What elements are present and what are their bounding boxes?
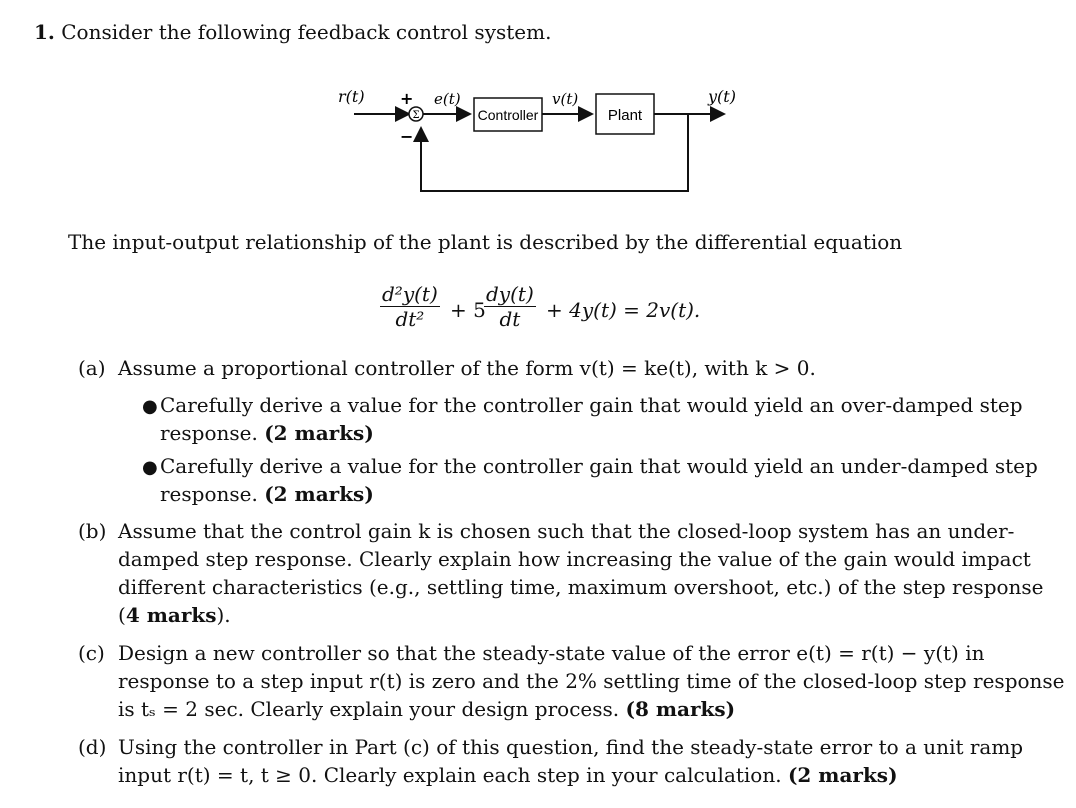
plant-label: Plant: [607, 107, 643, 124]
second-derivative-fraction: [380, 282, 440, 331]
part-c-line3: [118, 697, 735, 721]
plus-five-term: + 5: [450, 298, 486, 322]
part-c-line2: response to a step input r(t) is zero and the 2% settling time of the closed-loop step response: [118, 669, 1065, 693]
bullet-icon: ●: [142, 457, 158, 478]
part-c-line3-text: is tₛ = 2 sec. Clearly explain your design process.: [118, 697, 620, 721]
part-b-line2: damped step response. Clearly explain how increasing the value of the gain would impact: [118, 547, 1031, 571]
part-d-line1: Using the controller in Part (c) of this question, find the steady-state error to a unit ramp: [118, 735, 1024, 759]
plant-description: The input-output relationship of the plant is described by the differential equation: [68, 230, 903, 254]
differential-equation: [380, 282, 720, 340]
part-a-bullet1-line1: Carefully derive a value for the controller gain that would yield an over-damped step: [160, 393, 1023, 417]
part-b-marks: 4 marks: [125, 603, 217, 627]
part-d-line2-text: input r(t) = t, t ≥ 0. Clearly explain each step in your calculation.: [118, 763, 782, 787]
part-c-label: (c): [78, 641, 105, 665]
first-derivative-denominator: dt: [499, 307, 521, 331]
minus-sign: −: [400, 127, 414, 146]
plus-sign: +: [400, 89, 414, 108]
first-derivative-numerator: dy(t): [486, 282, 534, 306]
equation-remainder: + 4y(t) = 2v(t).: [546, 298, 701, 322]
part-a-bullet2-marks: (2 marks): [264, 482, 374, 506]
part-a-label: (a): [78, 356, 106, 380]
part-d-marks: (2 marks): [787, 763, 898, 787]
part-c-marks: (8 marks): [625, 697, 736, 721]
first-derivative-fraction: [484, 282, 536, 331]
part-b-line3: different characteristics (e.g., settling time, maximum overshoot, etc.) of the step response: [118, 575, 1044, 599]
part-b-close-paren: ).: [216, 603, 231, 627]
part-a-bullet1-line2: [160, 421, 374, 445]
part-b-open-paren: (: [118, 603, 126, 627]
part-c-line1: Design a new controller so that the steady-state value of the error e(t) = r(t) − y(t) in: [118, 641, 985, 665]
feedback-block-diagram: [330, 84, 750, 204]
question-intro: [34, 20, 551, 44]
output-label: y(t): [708, 87, 736, 106]
part-a-bullet2-line1: Carefully derive a value for the controller gain that would yield an under-damped step: [160, 454, 1038, 478]
part-d-line2: [118, 763, 898, 787]
part-a-text: Assume a proportional controller of the form v(t) = ke(t), with k > 0.: [118, 356, 816, 380]
input-label: r(t): [338, 87, 365, 106]
error-label: e(t): [434, 90, 461, 108]
summer-symbol: Σ: [412, 110, 420, 121]
question-intro-text: Consider the following feedback control system.: [61, 20, 552, 44]
part-b-line1: Assume that the control gain k is chosen such that the closed-loop system has an under-: [118, 519, 1015, 543]
part-a-bullet1-marks: (2 marks): [264, 421, 374, 445]
part-a-bullet1-response: response.: [160, 421, 258, 445]
second-derivative-numerator: d²y(t): [382, 282, 438, 306]
second-derivative-denominator: dt²: [395, 307, 425, 331]
part-d-label: (d): [78, 735, 107, 759]
controller-label: Controller: [477, 107, 539, 123]
part-a-bullet2-response: response.: [160, 482, 258, 506]
part-b-label: (b): [78, 519, 107, 543]
part-b-line4: [118, 603, 231, 627]
part-a-bullet2-line2: [160, 482, 374, 506]
control-signal-label: v(t): [552, 90, 579, 108]
bullet-icon: ●: [142, 396, 158, 417]
question-number: 1.: [34, 20, 55, 44]
